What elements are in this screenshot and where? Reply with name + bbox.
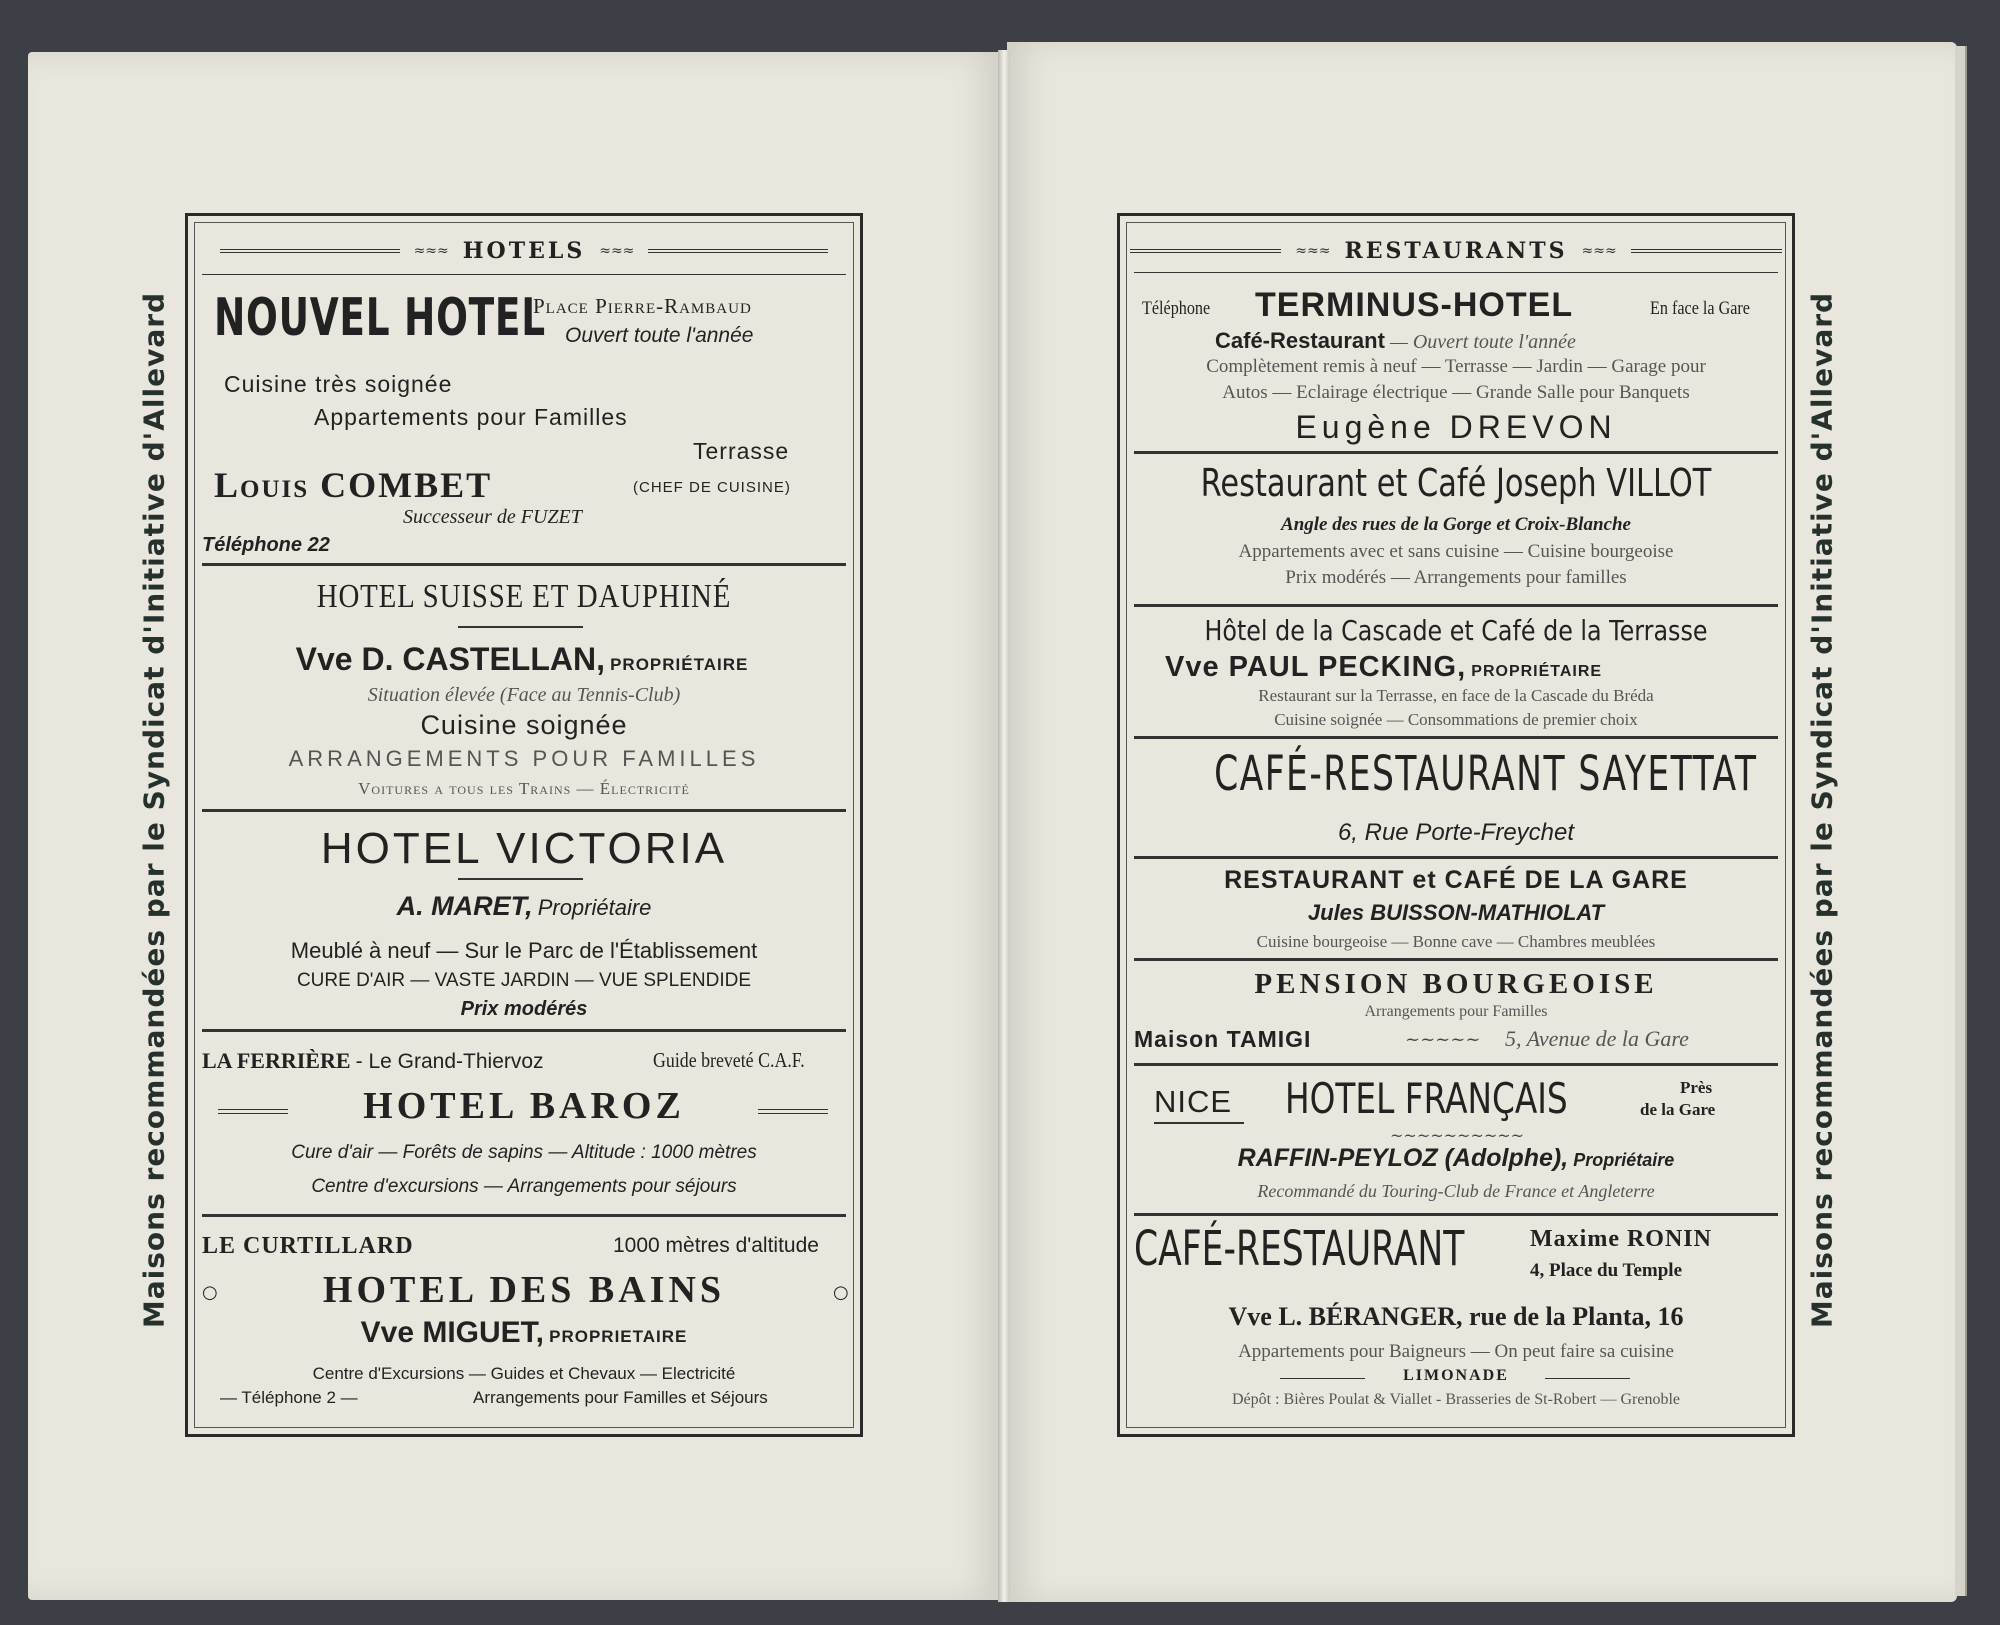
nouvel-hotel-place: Place Pierre-Rambaud (533, 294, 752, 318)
heading-rule-right (1631, 249, 1782, 253)
section-divider (202, 809, 846, 812)
baroz-rule-right (758, 1109, 828, 1114)
suisse-cuisine: Cuisine soignée (420, 710, 628, 740)
suisse-voitures: Voitures a tous les Trains — Électricité (358, 779, 690, 798)
francais-owner-line (1120, 1144, 1792, 1173)
heading-ornament: ≈≈≈ (413, 243, 449, 259)
suisse-situation: Situation élevée (Face au Tennis-Club) (367, 684, 681, 706)
sayettat-name: CAFÉ-RESTAURANT SAYETTAT (1214, 746, 1758, 802)
terminus-name: TERMINUS-HOTEL (1255, 286, 1574, 324)
suisse-owner-role: PROPRIÉTAIRE (610, 655, 749, 674)
francais-gare: de la Gare (1640, 1100, 1716, 1119)
bains-line1: Centre d'Excursions — Guides et Chevaux — Electricité (312, 1364, 736, 1383)
pension-ornament: ~~~~~ (1405, 1029, 1481, 1050)
villot-name: Restaurant et Café Joseph VILLOT (1200, 461, 1712, 505)
nouvel-hotel-cuisine: Cuisine très soignée (224, 371, 453, 397)
nouvel-hotel-successor: Successeur de FUZET (403, 506, 582, 528)
terminus-owner: Eugène DREVON (1295, 409, 1617, 445)
bains-phone: — Téléphone 2 — (220, 1388, 358, 1407)
hotels-heading-label: HOTELS (462, 238, 586, 264)
heading-divider (202, 274, 846, 275)
limonade-rule-right (1545, 1378, 1630, 1379)
bains-ornament-left: ○ (202, 1282, 218, 1303)
terminus-sub-line (1215, 328, 1576, 354)
suisse-owner-line (206, 641, 838, 678)
francais-pres: Près (1680, 1078, 1713, 1097)
bains-owner-role: PROPRIETAIRE (549, 1327, 688, 1346)
cascade-owner-line (1165, 651, 1602, 684)
baroz-hotel-name: HOTEL BAROZ (363, 1085, 685, 1127)
page-edge (1955, 46, 1967, 1596)
villot-line1: Appartements avec et sans cuisine — Cuisine bourgeoise (1238, 541, 1674, 562)
francais-owner: RAFFIN-PEYLOZ (Adolphe), (1237, 1144, 1569, 1172)
side-caption-left: Maisons recommandées par le Syndicat d'Initiative d'Allevard (137, 291, 171, 1329)
cascade-owner: Vve PAUL PECKING, (1165, 651, 1467, 683)
baroz-place-line (202, 1048, 544, 1074)
bains-ornament-right: ○ (833, 1282, 849, 1303)
cascade-name: Hôtel de la Cascade et Café de la Terrasse (1204, 614, 1708, 647)
section-divider (1134, 958, 1778, 961)
suisse-owner: Vve D. CASTELLAN, (295, 641, 605, 677)
heading-rule-left (1130, 249, 1281, 253)
terminus-line1: Complètement remis à neuf — Terrasse — Jardin — Garage pour (1206, 356, 1706, 377)
victoria-cure: CURE D'AIR — VASTE JARDIN — VUE SPLENDIDE (296, 970, 752, 991)
ronin-depot: Dépôt : Bières Poulat & Viallet - Brasseries de St-Robert — Grenoble (1232, 1391, 1680, 1408)
heading-divider (1134, 272, 1778, 273)
villot-line2: Prix modérés — Arrangements pour familles (1285, 567, 1627, 588)
section-divider (1134, 1213, 1778, 1216)
bains-hotel-name: HOTEL DES BAINS (322, 1269, 726, 1311)
francais-name: HOTEL FRANÇAIS (1285, 1074, 1568, 1123)
section-divider (202, 1214, 846, 1217)
hotels-panel (185, 213, 863, 1437)
bains-owner: Vve MIGUET, (360, 1316, 545, 1349)
section-divider (1134, 451, 1778, 454)
bains-arrangements: Arrangements pour Familles et Séjours (473, 1388, 768, 1407)
baroz-guide: Guide breveté C.A.F. (653, 1048, 805, 1072)
heading-rule-left (220, 249, 400, 253)
bains-owner-line (188, 1316, 860, 1350)
francais-recommande: Recommandé du Touring-Club de France et Angleterre (1257, 1181, 1655, 1201)
victoria-owner: A. MARET, (396, 891, 533, 921)
suisse-hotel-name: HOTEL SUISSE ET DAUPHINÉ (316, 578, 732, 615)
bains-altitude: 1000 mètres d'altitude (613, 1234, 819, 1257)
ronin-address: 4, Place du Temple (1530, 1260, 1683, 1281)
section-divider (1134, 856, 1778, 859)
nouvel-hotel-open: Ouvert toute l'année (565, 324, 754, 347)
nouvel-hotel-name: NOUVEL HOTEL (214, 288, 546, 348)
side-caption-right: Maisons recommandées par le Syndicat d'Initiative d'Allevard (1805, 291, 1839, 1329)
terminus-face: En face la Gare (1650, 298, 1750, 319)
victoria-hotel-name: HOTEL VICTORIA (320, 824, 728, 873)
victoria-meuble: Meublé à neuf — Sur le Parc de l'Établissement (290, 938, 758, 963)
terminus-phone: Téléphone (1142, 298, 1211, 319)
cascade-line1: Restaurant sur la Terrasse, en face de la Cascade du Bréda (1258, 686, 1654, 705)
baroz-place-sub: - Le Grand-Thiervoz (355, 1050, 544, 1073)
terminus-sub: Café-Restaurant (1215, 328, 1385, 353)
section-divider (1134, 604, 1778, 607)
heading-ornament: ≈≈≈ (599, 243, 635, 259)
suisse-underline (458, 626, 583, 628)
baroz-line2: Centre d'excursions — Arrangements pour séjours (311, 1176, 737, 1197)
section-divider (1134, 1063, 1778, 1066)
ronin-limonade: LIMONADE (1403, 1367, 1509, 1384)
gare-line1: Cuisine bourgeoise — Bonne cave — Chambres meublées (1256, 932, 1656, 951)
pension-arrangements: Arrangements pour Familles (1364, 1003, 1548, 1020)
cascade-line2: Cuisine soignée — Consommations de premier choix (1274, 710, 1638, 729)
ronin-name: CAFÉ-RESTAURANT (1134, 1221, 1465, 1277)
heading-rule-right (648, 249, 828, 253)
nice-underline (1154, 1122, 1244, 1124)
baroz-line1: Cure d'air — Forêts de sapins — Altitude : 1000 mètres (291, 1142, 757, 1163)
francais-ornament: ~~~~~~~~~~ (1390, 1126, 1525, 1145)
heading-ornament: ≈≈≈ (1581, 243, 1617, 259)
gare-name: RESTAURANT et CAFÉ DE LA GARE (1224, 866, 1688, 894)
victoria-prix: Prix modérés (460, 998, 588, 1020)
bains-place: LE CURTILLARD (202, 1233, 414, 1259)
gare-owner: Jules BUISSON-MATHIOLAT (1307, 900, 1605, 925)
section-divider (1134, 736, 1778, 739)
restaurants-heading (1130, 238, 1782, 264)
nouvel-hotel-terrasse: Terrasse (693, 438, 790, 464)
hotels-heading (198, 238, 850, 264)
pension-maison: Maison TAMIGI (1134, 1026, 1312, 1052)
victoria-underline (458, 878, 583, 880)
terminus-open: — Ouvert toute l'année (1390, 331, 1576, 353)
restaurants-heading-label: RESTAURANTS (1344, 238, 1568, 264)
section-divider (202, 563, 846, 566)
suisse-arrangements: ARRANGEMENTS POUR FAMILLES (288, 746, 760, 771)
villot-angle: Angle des rues de la Gorge et Croix-Blanche (1281, 514, 1631, 535)
section-divider (202, 1029, 846, 1032)
nouvel-hotel-appartements: Appartements pour Familles (314, 404, 628, 430)
nouvel-hotel-owner-role: (CHEF DE CUISINE) (633, 479, 791, 496)
ronin-owner: Maxime RONIN (1530, 1226, 1712, 1252)
terminus-line2: Autos — Eclairage électrique — Grande Salle pour Banquets (1222, 382, 1690, 403)
ronin-line1: Appartements pour Baigneurs — On peut faire sa cuisine (1238, 1341, 1674, 1362)
cascade-owner-role: PROPRIÉTAIRE (1471, 663, 1603, 680)
victoria-owner-role: Propriétaire (537, 895, 652, 920)
francais-nice: NICE (1154, 1084, 1233, 1119)
pension-address: 5, Avenue de la Gare (1505, 1026, 1689, 1051)
baroz-place: LA FERRIÈRE (202, 1048, 351, 1073)
francais-owner-role: Propriétaire (1573, 1150, 1675, 1170)
sayettat-address: 6, Rue Porte-Freychet (1337, 819, 1575, 846)
book-spine (998, 50, 1010, 1602)
victoria-owner-line (188, 891, 860, 922)
heading-ornament: ≈≈≈ (1295, 243, 1331, 259)
nouvel-hotel-owner: Louis COMBET (214, 465, 493, 505)
pension-name: PENSION BOURGEOISE (1254, 968, 1658, 1000)
nouvel-hotel-phone: Téléphone 22 (202, 534, 330, 556)
restaurants-panel (1117, 213, 1795, 1437)
ronin-beranger: Vve L. BÉRANGER, rue de la Planta, 16 (1228, 1302, 1684, 1331)
